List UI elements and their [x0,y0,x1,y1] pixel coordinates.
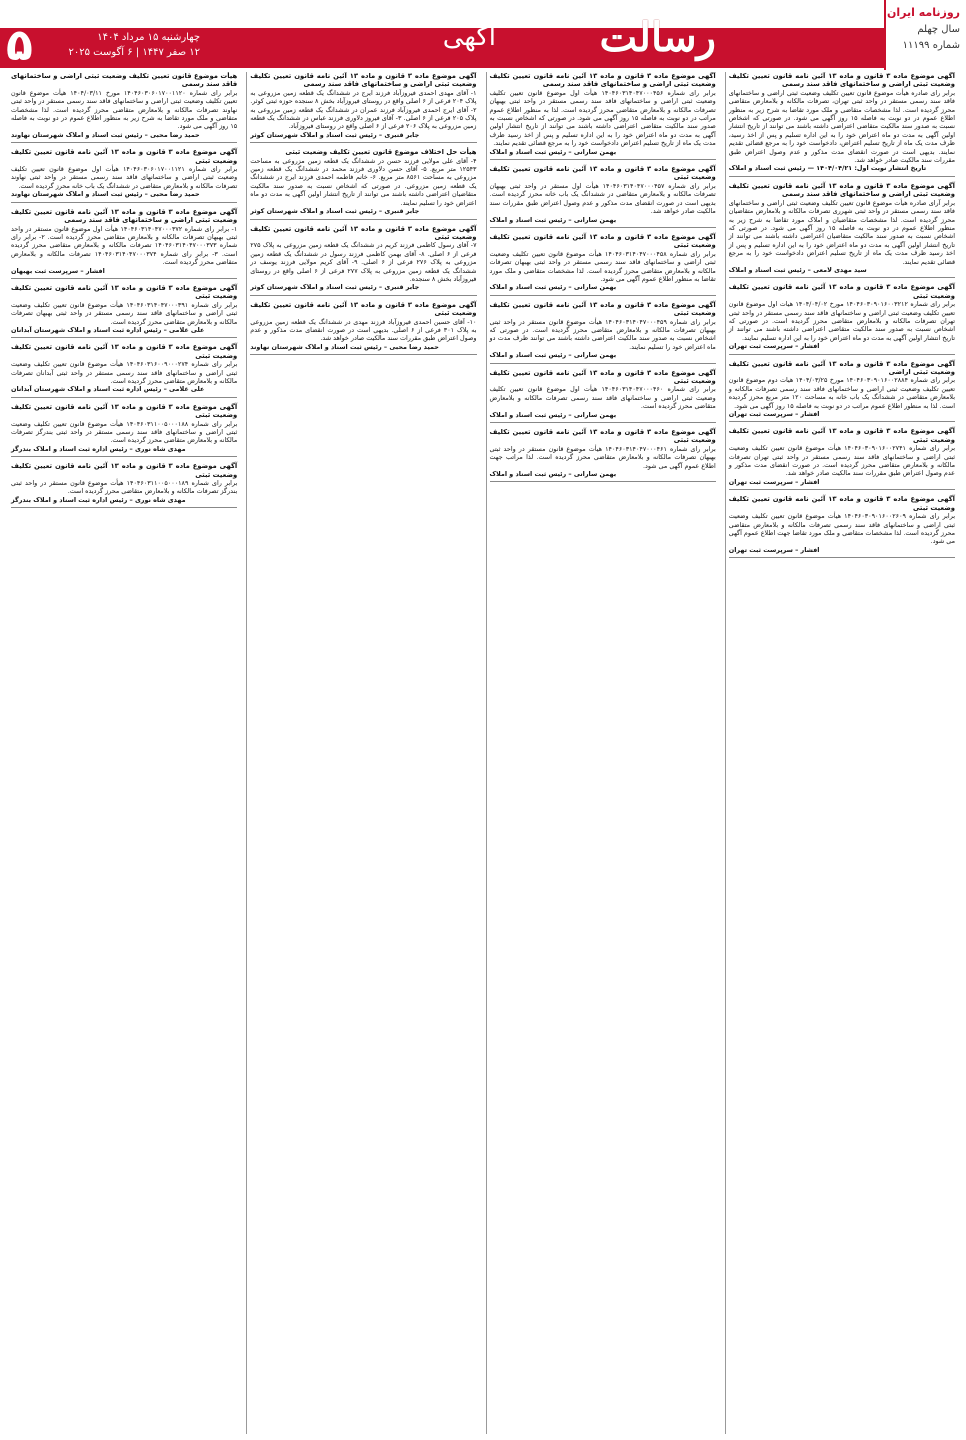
ad-notice [490,165,716,228]
newspaper-logo: رسالت [599,14,716,61]
ad-body: برابر آرای صادره هیأت موضوع قانون تعیین تکلیف وضعیت ثبتی اراضی و ساختمانهای فاقد سند رسمی مستقر در واحد ثبتی شهرری تصرفات مالکانه و بلامعارض متقاضیان محرز گردیده است. لذا مشخصات متقاضیان و املاک مورد تقاضا به شرح زیر به منظور اطلاع عموم در دو نوبت به فاصله ۱۵ روز آگهی می شود. در صورتی که اشخاص نسبت به صدور سند مالکیت متقاضیان اعتراضی داشته باشند می توانند از تاریخ انتشار اولین آگهی به مدت دو ماه اعتراض خود را به این اداره تسلیم و پس از اخذ رسید ظرف مدت یک ماه از تاریخ تسلیم اعتراض دادخواست خود را به مرجع قضائی تقدیم نمایند. [728,198,956,266]
ad-signature: بهمن سارانی – رئیس ثبت اسناد و املاک [489,470,617,479]
ad-body: برابر رای شماره ۱۴۰۴۶۰۳۱۴۰۴۷۰۰۰۴۵۷ هیأت اول مستقر در واحد ثبتی بهبهان تصرفات مالکانه و بلامعارض متقاضی در ششدانگ یک باب خانه محرز گردیده است. بدیهی است در صورت انقضای مدت مذکور و عدم وصول اعتراض طبق مقررات سند مالکیت صادر خواهد شد. [489,181,716,216]
ad-signature: جابر قنبری – رئیس ثبت اسناد و املاک شهرستان کوثر [250,283,420,292]
ad-notice [11,72,237,143]
ad-notice [490,233,716,296]
ad-title: آگهی موضوع ماده ۳ قانون و ماده ۱۳ آئین نامه قانون تعیین تکلیف وضعیت ثبتی [11,283,238,301]
ad-signature: علی غلامی – رئیس اداره ثبت اسناد و املاک شهرستان آبدانان [11,325,205,334]
date-other: ۱۲ صفر ۱۴۴۷ | ۶ آگوست ۲۰۲۵ [68,47,200,58]
ad-title: آگهی موضوع ماده ۳ قانون و ماده ۱۳ آئین نامه قانون تعیین تکلیف وضعیت ثبتی اراضی و ساختمانهای فاقد سند رسمی [250,72,477,89]
ad-body: برابر رای شماره ۱۴۰۴۶۰۳۱۴۰۴۷۰۰۰۴۵۹ هیأت موضوع قانون مستقر در واحد ثبتی بهبهان تصرفات مالکانه و بلامعارض متقاضی محرز گردیده است. در صورتی که اشخاص نسبت به صدور سند مالکیت اعتراضی داشته باشند می توانند ظرف مدت دو ماه اعتراض خود را تسلیم نمایند. [489,317,716,351]
ad-body: برابر رای شماره ۱۴۰۴۶۰۳۱۴۰۴۷۰۰۰۴۶۰ هیأت اول موضوع قانون تعیین تکلیف وضعیت ثبتی اراضی و ساختمانهای فاقد سند رسمی تصرفات مالکانه و بلامعارض متقاضی محرز گردیده است. [489,385,716,411]
ad-body: برابر رای شماره ۱۴۰۴۶۰۳۱۴۰۴۷۰۰۰۴۶۱ هیأت موضوع قانون مستقر در واحد ثبتی بهبهان تصرفات مالکانه و بلامعارض متقاضی محرز گردیده است. لذا مراتب جهت اطلاع عموم آگهی می شود. [489,444,716,470]
ad-notice [729,72,955,177]
ad-notice [729,495,955,558]
ad-notice [490,428,716,482]
issue-number: شماره ۱۱۱۹۹ [902,40,960,51]
ad-signature: مهدی شاه نوری – رئیس اداره ثبت اسناد و املاک بندرگز [11,444,186,453]
ad-body: برابر رای شماره ۱۴۰۴۶۰۳۰۹۰۱۶۰۰۲۷۴۱ هیأت موضوع قانون تعیین تکلیف وضعیت ثبتی اراضی و ساختمانهای فاقد سند رسمی مستقر در واحد ثبتی تهران تصرفات مالکانه و بلامعارض متقاضی محرز گردیده است. در صورت انقضای مدت مذکور و عدم وصول اعتراض طبق مقررات سند مالکیت صادر خواهد شد. [728,444,956,478]
ad-signature: تاریخ انتشار نوبت اول: ۱۴۰۴/۰۴/۲۱ — رئیس ثبت اسناد و املاک [728,164,927,173]
ad-title: آگهی موضوع ماده ۳ قانون و ماده ۱۳ آئین نامه قانون تعیین تکلیف وضعیت ثبتی [11,148,238,165]
ad-title: آگهی موضوع ماده ۳ قانون و ماده ۱۳ آئین نامه قانون تعیین تکلیف وضعیت ثبتی اراضی و ساختمانهای فاقد سند رسمی [489,72,716,89]
ad-signature: سید مهدی لامعی – رئیس ثبت اسناد و املاک [728,265,867,274]
ad-notice [729,427,955,490]
ad-column [246,72,479,1434]
ad-body: برابر رای شماره ۱۴۰۴۶۰۳۱۱۰۰۵۰۰۰۱۸۹ هیأت موضوع قانون مستقر در واحد ثبتی بندرگز تصرفات مالکانه و بلامعارض متقاضی محرز گردیده است. [11,479,238,496]
ad-title: آگهی موضوع ماده ۳ قانون و ماده ۱۳ آئین نامه قانون تعیین تکلیف وضعیت ثبتی [250,300,477,318]
ad-body: ۴- آقای علی مولایی فرزند حسن در ششدانگ یک قطعه زمین مزروعی به مساحت ۱۲۵۴۳ متر مربع. ۵- آقای حسن دلاوری فرزند محمد در ششدانگ یک قطعه زمین مزروعی به مساحت ۸۵۶۱ متر مربع. ۶- خانم فاطمه احمدی فرزند ایرج در ششدانگ یک قطعه زمین مزروعی. در صورتی که اشخاص نسبت به صدور سند مالکیت متقاضیان اعتراضی داشته باشند می توانند از تاریخ انتشار اولین آگهی به مدت دو ماه اعتراض خود را تسلیم نمایند. [250,156,477,207]
ad-body: ۱۰- آقای حسین احمدی فیروزآباد فرزند مهدی در ششدانگ یک قطعه زمین مزروعی به پلاک ۳۰۱ فرعی از ۶ اصلی. بدیهی است در صورت انقضای مدت مذکور و عدم وصول اعتراض طبق مقررات سند مالکیت صادر خواهد شد. [250,317,477,343]
ad-notice [490,369,716,423]
ad-signature: حمید رضا محبی – رئیس ثبت اسناد و املاک شهرستان نهاوند [11,130,200,139]
ad-signature: بهمن سارانی – رئیس ثبت اسناد و املاک [489,351,617,360]
ad-title: آگهی موضوع ماده ۳ قانون و ماده ۱۳ آئین نامه قانون تعیین تکلیف وضعیت ثبتی [489,232,716,250]
ad-notice [490,72,716,160]
ad-signature: افشار – سرپرست ثبت تهران [728,545,820,554]
ad-signature: حمید رضا محبی – رئیس ثبت اسناد و املاک شهرستان نهاوند [11,190,200,199]
ad-title: آگهی موضوع ماده ۳ قانون و ماده ۱۳ آئین نامه قانون تعیین تکلیف وضعیت ثبتی اراضی و ساختمانهای فاقد سند رسمی [11,207,238,225]
ad-body: برابر رای شماره ۱۴۰۴۶۰۳۱۴۰۴۷۰۰۰۳۹۱ هیأت موضوع قانون تعیین تکلیف وضعیت ثبتی اراضی و ساختمانهای فاقد سند رسمی مستقر در واحد ثبتی بهبهان تصرفات مالکانه و بلامعارض متقاضی محرز گردیده است. [11,300,238,326]
ad-notice [250,72,476,143]
ad-notice [250,148,476,219]
ad-signature: مهدی شاه نوری – رئیس اداره ثبت اسناد و املاک بندرگز [11,495,186,504]
ad-body: برابر رای شماره ۱۴۰۴۶۰۳۱۴۰۴۷۰۰۰۴۵۸ هیأت موضوع قانون تعیین تکلیف وضعیت ثبتی اراضی و ساختمانهای فاقد سند رسمی مستقر در واحد ثبتی بهبهان تصرفات مالکانه و بلامعارض متقاضی محرز گردیده است. لذا مشخصات متقاضی و ملک مورد تقاضا به منظور اطلاع عموم آگهی می شود. [489,249,716,283]
ad-body: ۱- برابر رای شماره ۱۴۰۴۶۰۳۱۴۰۴۷۰۰۰۳۷۲ هیأت اول موضوع قانون مستقر در واحد ثبتی بهبهان تصرفات مالکانه و بلامعارض متقاضی محرز گردیده است. ۲- برابر رای شماره ۱۴۰۴۶۰۳۱۴۰۴۷۰۰۰۳۷۳ تصرفات مالکانه و بلامعارض متقاضی محرز گردیده است. ۳- برابر رای شماره ۱۴۰۴۶۰۳۱۴۰۴۷۰۰۰۳۷۴ تصرفات مالکانه و بلامعارض متقاضی محرز گردیده است. [11,224,238,267]
ad-title: آگهی موضوع ماده ۳ قانون و ماده ۱۳ آئین نامه قانون تعیین تکلیف وضعیت ثبتی [728,495,955,512]
year: سال چهلم [917,24,960,35]
ad-body: برابر رای شماره ۱۴۰۴۶۰۳۰۹۰۱۶۰۰۲۸۸۴ مورخ ۱۴۰۴/۰۳/۲۵ هیات دوم موضوع قانون تعیین تکلیف وضعیت ثبتی اراضی و ساختمانهای فاقد سند رسمی تصرفات مالکانه و بلامعارض متقاضی در ششدانگ یک باب خانه به مساحت ۱۲۰ متر مربع محرز گردیده است. لذا به منظور اطلاع عموم مراتب در دو نوبت به فاصله ۱۵ روز آگهی می شود. [728,376,955,410]
ad-notice [729,360,955,423]
ad-notice [729,182,955,278]
ad-title: آگهی موضوع ماده ۳ قانون و ماده ۱۳ آئین نامه قانون تعیین تکلیف وضعیت ثبتی [11,402,238,420]
ad-signature: حمید رضا محبی – رئیس ثبت اسناد و املاک شهرستان نهاوند [250,342,439,351]
brand-line: روزنامه ایران [887,6,960,19]
ad-title: آگهی موضوع ماده ۳ قانون و ماده ۱۳ آئین نامه قانون تعیین تکلیف وضعیت ثبتی [728,283,955,300]
ad-title: آگهی موضوع ماده ۳ قانون و ماده ۱۳ آئین نامه قانون تعیین تکلیف وضعیت ثبتی [489,368,716,385]
ad-body: برابر رای شماره ۱۴۰۴۶۰۳۰۹۰۱۶۰۰۳۲۱۲ مورخ ۱۴۰۴/۰۴/۰۲ هیات اول موضوع قانون تعیین تکلیف وضعیت ثبتی اراضی و ساختمانهای فاقد سند رسمی مستقر در واحد ثبتی تهران تصرفات مالکانه و بلامعارض متقاضی محرز گردیده است. در صورتی که اشخاص نسبت به صدور سند مالکیت متقاضی اعتراضی داشته باشند می توانند از تاریخ انتشار اولین آگهی به مدت دو ماه اعتراض خود را به این اداره تسلیم نمایند. [728,300,956,342]
date-box [60,30,200,60]
ad-body: ۱- آقای مهدی احمدی فیروزآباد فرزند ایرج در ششدانگ یک قطعه زمین مزروعی به پلاک ۲۰۴ فرعی از ۶ اصلی واقع در روستای فیروزآباد بخش ۸ سنجده حوزه ثبتی کوثر. ۲- آقای ایرج احمدی فیروزآباد فرزند عمران در ششدانگ یک قطعه زمین مزروعی به پلاک ۲۰۵ فرعی از ۶ اصلی. ۳- آقای فیروز دلاوری فرزند عباس در ششدانگ یک قطعه زمین مزروعی به پلاک ۲۰۶ فرعی از ۶ اصلی واقع در روستای فیروزآباد. [250,88,477,131]
ad-notice [11,462,237,508]
ad-notice [11,403,237,457]
ad-column [486,72,719,1434]
ad-notice [11,343,237,397]
ad-body: برابر رای شماره ۱۴۰۴۶۰۳۰۶۰۱۷۰۰۱۱۲۱ هیأت اول موضوع قانون تعیین تکلیف وضعیت ثبتی اراضی و ساختمانهای فاقد سند رسمی مستقر در واحد ثبتی نهاوند تصرفات مالکانه و بلامعارض متقاضی در ششدانگ یک باب خانه محرز گردیده است. [11,165,238,190]
date-persian: چهارشنبه ۱۵ مرداد ۱۴۰۴ [97,32,200,43]
ad-title: آگهی موضوع ماده ۳ قانون و ماده ۱۳ آئین نامه قانون تعیین تکلیف وضعیت ثبتی [489,300,716,318]
ad-body: برابر رای صادره هیأت موضوع قانون تعیین تکلیف وضعیت ثبتی اراضی و ساختمانهای فاقد سند رسمی مستقر در واحد ثبتی تهران، تصرفات مالکانه و بلامعارض متقاضی محرز گردیده است. لذا مشخصات متقاضی و ملک مورد تقاضا به شرح زیر به منظور اطلاع عموم در دو نوبت به فاصله ۱۵ روز آگهی می شود. در صورتی که اشخاص نسبت به صدور سند مالکیت متقاضی اعتراضی داشته باشند می توانند از تاریخ انتشار اولین آگهی به مدت دو ماه اعتراض خود را به این اداره تسلیم و پس از اخذ رسید، ظرف مدت یک ماه از تاریخ تسلیم اعتراض، دادخواست خود را به مرجع قضائی تقدیم نمایند. بدیهی است در صورت انقضای مدت مذکور و عدم وصول اعتراض طبق مقررات سند مالکیت صادر خواهد شد. [728,88,955,165]
ad-body: ۷- آقای رسول کاظمی فرزند کریم در ششدانگ یک قطعه زمین مزروعی به پلاک ۲۷۵ فرعی از ۶ اصلی. ۸- آقای بهمن کاظمی فرزند رسول در ششدانگ یک قطعه زمین مزروعی به پلاک ۲۷۶ فرعی از ۶ اصلی. ۹- آقای کریم مولایی فرزند یوسف در ششدانگ یک قطعه زمین مزروعی به پلاک ۲۷۷ فرعی از ۶ اصلی واقع در روستای فیروزآباد بخش ۸ سنجده. [250,241,477,283]
ad-title: آگهی موضوع ماده ۳ قانون و ماده ۱۳ آئین نامه قانون تعیین تکلیف وضعیت ثبتی اراضی و ساختمانهای فاقد سند رسمی [728,181,955,199]
masthead-info [884,0,966,70]
page-number: ۵ [6,20,33,71]
ad-notice [11,208,237,279]
ad-title: آگهی موضوع ماده ۳ قانون و ماده ۱۳ آئین نامه قانون تعیین تکلیف وضعیت ثبتی [11,343,238,360]
ad-signature: جابر قنبری – رئیس ثبت اسناد و املاک شهرستان کوثر [250,130,420,139]
ad-signature: افشار – سرپرست ثبت تهران [728,342,820,351]
ad-body: برابر رای شماره ۱۴۰۴۶۰۳۱۴۰۴۷۰۰۰۴۵۶ هیأت اول موضوع قانون تعیین تکلیف وضعیت ثبتی اراضی و ساختمانهای فاقد سند رسمی مستقر در واحد ثبتی بهبهان تصرفات مالکانه و بلامعارض متقاضی محرز گردیده است. لذا به منظور اطلاع عموم مراتب در دو نوبت به فاصله ۱۵ روز آگهی می شود. در صورتی که اشخاص نسبت به صدور سند مالکیت متقاضی اعتراضی داشته باشند می توانند از تاریخ انتشار اولین آگهی به مدت دو ماه اعتراض خود را به این اداره تسلیم و پس از اخذ رسید ظرف مدت یک ماه از تاریخ تسلیم اعتراض دادخواست خود را به مرجع قضائی تقدیم نمایند. [489,88,716,148]
ad-signature: جابر قنبری – رئیس ثبت اسناد و املاک شهرستان کوثر [250,207,420,216]
ad-title: هیأت حل اختلاف موضوع قانون تعیین تکلیف وضعیت ثبتی [285,148,477,157]
ad-column [8,72,240,1434]
ad-notice [11,148,237,202]
ad-signature: افشار – سرپرست ثبت تهران [728,410,820,419]
ad-title: آگهی موضوع ماده ۳ قانون و ماده ۱۳ آئین نامه قانون تعیین تکلیف وضعیت ثبتی [728,427,955,444]
ad-title: هیأت موضوع قانون تعیین تکلیف وضعیت ثبتی اراضی و ساختمانهای فاقد سند رسمی [11,72,238,89]
ad-signature: بهمن سارانی – رئیس ثبت اسناد و املاک [489,215,617,224]
ad-body: برابر رای شماره ۱۴۰۴۶۰۳۰۶۰۱۷۰۰۱۱۲۰ مورخ ۱۴۰۴/۰۳/۱۱ هیأت موضوع قانون تعیین تکلیف وضعیت ثبتی اراضی و ساختمانهای فاقد سند رسمی مستقر در واحد ثبتی نهاوند تصرفات مالکانه و بلامعارض متقاضی محرز گردیده است. لذا مشخصات متقاضی و ملک مورد تقاضا به شرح زیر به منظور اطلاع عموم در دو نوبت به فاصله ۱۵ روز آگهی می شود. [11,88,238,131]
ad-title: آگهی موضوع ماده ۳ قانون و ماده ۱۳ آئین نامه قانون تعیین تکلیف وضعیت ثبتی [489,428,716,445]
ad-columns [8,72,958,1434]
ad-signature: بهمن سارانی – رئیس ثبت اسناد و املاک [489,410,617,419]
ad-title: آگهی موضوع ماده ۳ قانون و ماده ۱۳ آئین نامه قانون تعیین تکلیف وضعیت ثبتی اراضی و ساختمانهای فاقد سند رسمی [728,72,955,89]
ad-notice [250,301,476,355]
ad-column [725,72,958,1434]
masthead [0,0,966,70]
ad-signature: بهمن سارانی – رئیس ثبت اسناد و املاک [489,283,617,292]
ad-body: برابر رای شماره ۱۴۰۴۶۰۳۰۹۰۱۶۰۰۲۶۰۹ هیأت موضوع قانون تعیین تکلیف وضعیت ثبتی اراضی و ساختمانهای فاقد سند رسمی تصرفات مالکانه و بلامعارض متقاضی محرز گردیده است. لذا مشخصات متقاضی و ملک مورد تقاضا جهت اطلاع عموم آگهی می شود. [728,512,956,546]
ad-signature: علی غلامی – رئیس اداره ثبت اسناد و املاک شهرستان آبدانان [11,385,205,394]
ad-notice [490,301,716,364]
ad-title: آگهی موضوع ماده ۳ قانون و ماده ۱۳ آئین نامه قانون تعیین تکلیف وضعیت ثبتی اراضی [728,359,955,376]
ad-notice [729,283,955,354]
ad-signature: افشار – سرپرست ثبت تهران [728,477,820,486]
ad-title: آگهی موضوع ماده ۳ قانون و ماده ۱۳ آئین نامه قانون تعیین تکلیف وضعیت ثبتی [11,462,238,479]
ad-body: برابر رای شماره ۱۴۰۴۶۰۳۱۱۰۰۵۰۰۰۱۸۸ هیأت موضوع قانون تعیین تکلیف وضعیت ثبتی اراضی و ساختمانهای فاقد سند رسمی مستقر در واحد ثبتی بندرگز تصرفات مالکانه و بلامعارض متقاضی محرز گردیده است. [11,419,238,445]
ad-signature: افشار – سرپرست ثبت بهبهان [11,266,105,275]
ad-signature: بهمن سارانی – رئیس ثبت اسناد و املاک [489,147,617,156]
ad-notice [11,284,237,338]
ad-body: برابر رای شماره ۱۴۰۴۶۰۳۱۶۰۰۹۰۰۰۲۷۴ هیأت موضوع قانون تعیین تکلیف وضعیت ثبتی اراضی و ساختمانهای فاقد سند رسمی مستقر در واحد ثبتی آبدانان تصرفات مالکانه و بلامعارض متقاضی محرز گردیده است. [11,360,238,385]
section-title: آگهی [442,22,496,52]
ad-title: آگهی موضوع ماده ۳ قانون و ماده ۱۳ آئین نامه قانون تعیین تکلیف وضعیت ثبتی [250,224,477,241]
ad-title: آگهی موضوع ماده ۳ قانون و ماده ۱۳ آئین نامه قانون تعیین تکلیف وضعیت ثبتی [489,165,716,182]
ad-notice [250,225,476,296]
